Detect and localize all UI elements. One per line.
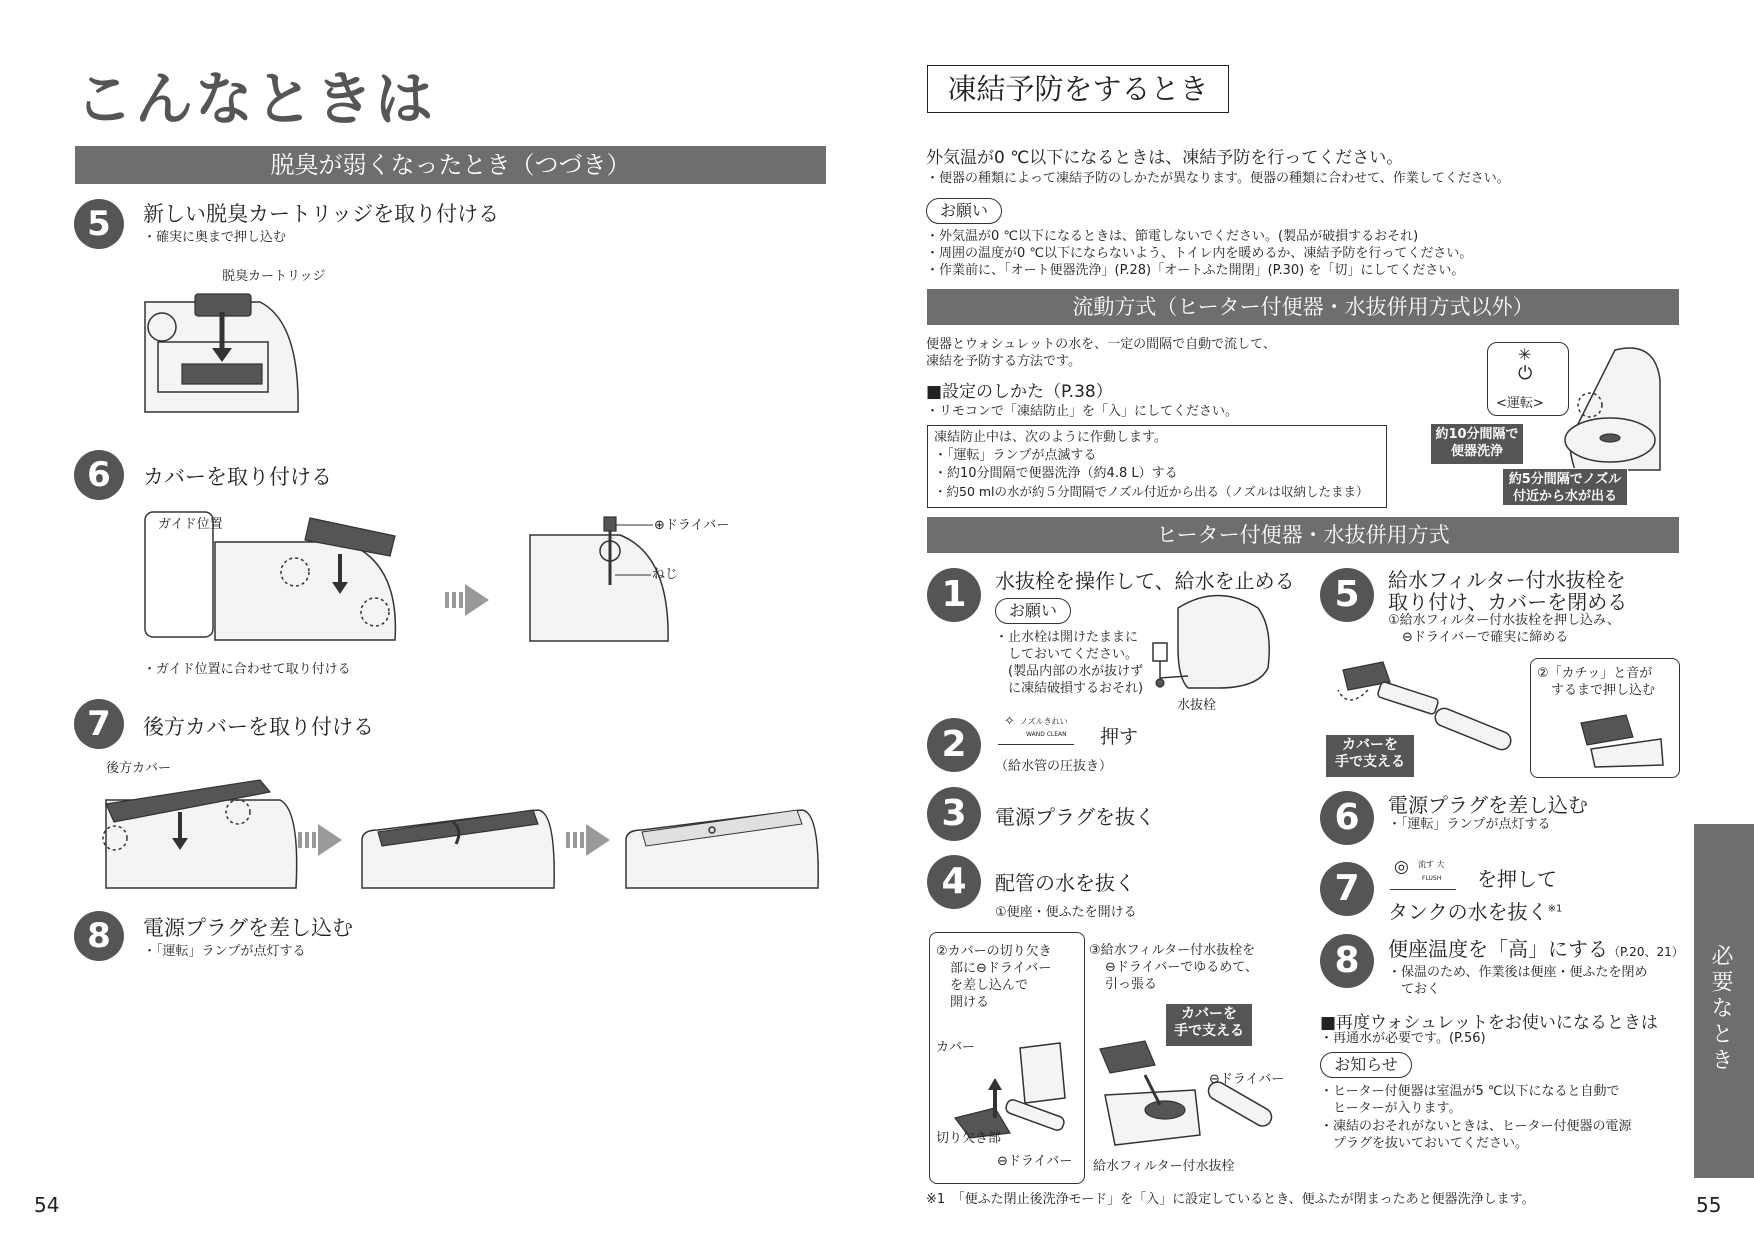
driver-label: ⊕ドライバー (654, 518, 730, 533)
click-note-line2: するまで押し込む (1551, 683, 1656, 698)
heater-step-7-number: 7 (1320, 862, 1374, 916)
heater-step-4-number: 4 (927, 855, 981, 909)
freeze-header: 凍結予防をするとき (927, 65, 1229, 113)
cartridge-illustration (140, 282, 300, 417)
blink-icon: ✳ (1518, 345, 1532, 364)
support-label-s4-line2: 手で支える (1174, 1023, 1244, 1039)
power-icon: ⏻ (1518, 363, 1533, 384)
operation-box (927, 425, 1387, 508)
step-8-number: 8 (74, 911, 124, 961)
step-6-title: カバーを取り付ける (143, 465, 332, 489)
oshirase-item-4: プラグを抜いておいてください。 (1320, 1136, 1529, 1151)
footnote: ※1 「便ふた閉止後洗浄モード」を「入」に設定しているとき、便ふたが閉まったあと便器洗浄します。 (926, 1192, 1535, 1207)
heater-step-7-title: を押して (1477, 867, 1557, 891)
cover-label: カバー (936, 1040, 976, 1055)
s8-note-2: ておく (1388, 982, 1441, 997)
flush-button (1390, 859, 1456, 890)
intro-sub: ・便器の種類によって凍結予防のしかたが異なります。便器の種類に合わせて、作業してください。 (926, 171, 1510, 186)
next-arrow-3 (566, 820, 612, 860)
section-bar-heater: ヒーター付便器・水抜併用方式 (927, 517, 1679, 553)
setting-title: ■設定のしかた（P.38） (926, 382, 1113, 402)
s4-box-a-line4: 開ける (950, 995, 990, 1010)
heater-step-8-title-text: 便座温度を「高」にする (1388, 937, 1608, 961)
heater-step-7-title2-text: タンクの水を抜く (1388, 900, 1548, 924)
heater-step-5-number: 5 (1320, 568, 1374, 622)
s1-note-3: (製品内部の水が抜けず (995, 664, 1144, 679)
section-bar-flow: 流動方式（ヒーター付便器・水抜併用方式以外） (927, 289, 1679, 325)
flow-label-nozzle-line2: 付近から水が出る (1512, 489, 1617, 504)
heater-step-6-number: 6 (1320, 791, 1374, 845)
rear-cover-illustration-3 (622, 800, 822, 890)
flow-label-nozzle-line1: 約5分間隔でノズル (1508, 472, 1622, 487)
flow-desc-1: 便器とウォシュレットの水を、一定の間隔で自動で流して、 (926, 337, 1276, 352)
cartridge-callout: 脱臭カートリッジ (222, 269, 326, 284)
step-5-number: 5 (74, 199, 124, 249)
heater-step-8-ref: （P.20、21） (1608, 945, 1684, 959)
support-label-s5 (1325, 734, 1415, 778)
step-5-note: ・確実に奥まで押し込む (143, 230, 287, 245)
s4-box-b-line1: ③給水フィルター付水抜栓を (1089, 943, 1256, 958)
footnote-ref: ※1 (1547, 903, 1563, 915)
operation-line-4: ・約50 mlの水が約５分間隔でノズル付近から出る（ノズルは収納したまま） (934, 484, 1369, 499)
page-number-left: 54 (34, 1193, 60, 1217)
s4-box-b-line2: ⊖ドライバーでゆるめて、 (1105, 960, 1258, 975)
screw-label: ねじ (652, 567, 679, 582)
next-arrow-1 (445, 580, 491, 620)
rear-cover-callout: 後方カバー (106, 761, 172, 776)
s1-note-1: ・止水栓は開けたままに (995, 630, 1139, 645)
heater-step-3-number: 3 (927, 787, 981, 841)
step-6-note: ・ガイド位置に合わせて取り付ける (143, 662, 351, 677)
flush-icon: ◎ (1394, 857, 1409, 877)
flow-label-flush-line1: 約10分間隔で (1435, 427, 1519, 442)
reuse-title: ■再度ウォシュレットをお使いになるときは (1320, 1013, 1658, 1033)
page-title: こんなときは (75, 65, 436, 133)
onegai-item-3: ・作業前に、「オート便器洗浄」(P.28)「オートふた開閉」(P.30) を「切」にしてください。 (926, 263, 1465, 278)
onegai-label-2: お願い (995, 598, 1071, 624)
onegai-label-1: お願い (926, 198, 1002, 224)
cover-close-illustration (1571, 709, 1671, 769)
step-7-number: 7 (74, 699, 124, 749)
support-label-s5-line1: カバーを (1342, 737, 1398, 753)
oshirase-label: お知らせ (1320, 1052, 1412, 1078)
toilet-valve-illustration (1148, 588, 1278, 703)
flush-label-top: 流す 大 (1418, 860, 1445, 869)
s4-sub: ①便座・便ふたを開ける (995, 905, 1137, 920)
heater-step-6-title: 電源プラグを差し込む (1388, 793, 1588, 817)
s5-sub-1: ①給水フィルター付水抜栓を押し込み、 (1388, 613, 1620, 628)
heater-step-4-title: 配管の水を抜く (995, 871, 1135, 895)
rear-cover-illustration-1 (100, 770, 300, 890)
flow-label-nozzle (1502, 468, 1628, 506)
s5-title-1: 給水フィルター付水抜栓を (1388, 568, 1626, 592)
filter-removal-illustration (1085, 1035, 1275, 1165)
heater-step-1-title: 水抜栓を操作して、給水を止める (995, 569, 1295, 593)
click-note-line1: ②「カチッ」と音が (1537, 666, 1653, 681)
reuse-note: ・再通水が必要です。(P.56) (1320, 1031, 1486, 1046)
wand-clean-label-top: ノズルきれい (1020, 717, 1068, 726)
s4-box-a-line2: 部に⊖ドライバー (950, 961, 1052, 976)
oshirase-item-3: ・凍結のおそれがないときは、ヒーター付便器の電源 (1320, 1119, 1632, 1134)
filter-valve-label: 給水フィルター付水抜栓 (1093, 1159, 1235, 1174)
operation-line-2: ・「運転」ランプが点滅する (934, 448, 1097, 463)
heater-step-8-number: 8 (1320, 934, 1374, 988)
wand-clean-icon: ✧ (1004, 714, 1015, 729)
support-label-s5-line2: 手で支える (1335, 754, 1405, 770)
driver-label-a: ⊖ドライバー (997, 1154, 1073, 1169)
heater-step-3-title: 電源プラグを抜く (995, 805, 1155, 829)
notch-label: 切り欠き部 (936, 1131, 1002, 1146)
guide-position-label: ガイド位置 (158, 517, 223, 532)
s4-box-a-line3: を差し込んで (950, 978, 1029, 993)
next-arrow-2 (298, 820, 344, 860)
support-label-s4-line1: カバーを (1181, 1006, 1237, 1022)
step-8-title: 電源プラグを差し込む (143, 916, 353, 940)
step-5-title: 新しい脱臭カートリッジを取り付ける (143, 202, 500, 226)
s1-note-2: しておいてください。 (995, 647, 1139, 662)
oshirase-item-2: ヒーターが入ります。 (1320, 1101, 1462, 1116)
s4-box-b-line3: 引っ張る (1105, 977, 1158, 992)
wand-clean-button (998, 716, 1074, 745)
s4-box-a (929, 932, 1085, 1184)
s8-note-1: ・保温のため、作業後は便座・便ふたを閉め (1388, 965, 1648, 980)
onegai-item-2: ・周囲の温度が0 ℃以下にならないよう、トイレ内を暖めるか、凍結予防を行ってください。 (926, 246, 1473, 261)
s5-sub-2: ⊖ドライバーで確実に締める (1402, 630, 1569, 645)
flush-label-bottom: FLUSH (1422, 875, 1442, 882)
s2-note: （給水管の圧抜き） (995, 759, 1113, 774)
heater-step-1-number: 1 (927, 568, 981, 622)
page-number-right: 55 (1696, 1193, 1722, 1217)
click-note-box (1530, 658, 1680, 778)
heater-step-7-title2 (1388, 896, 1562, 925)
operation-line-3: ・約10分間隔で便器洗浄（約4.8 L）する (934, 466, 1178, 481)
driver-label-b: ⊖ドライバー (1209, 1072, 1285, 1087)
onegai-item-1: ・外気温が0 ℃以下になるときは、節電しないでください。(製品が破損するおそれ) (926, 229, 1419, 244)
unten-label: <運転> (1496, 396, 1544, 411)
side-tab (1694, 824, 1754, 1178)
setting-note: ・リモコンで「凍結防止」を「入」にしてください。 (926, 404, 1239, 419)
toilet-illustration-flow (1555, 340, 1685, 485)
leader-lines-6 (615, 520, 655, 580)
side-tab-label: 必要なとき (1708, 944, 1733, 1074)
step-8-note: ・「運転」ランプが点灯する (143, 944, 306, 959)
s4-box-a-line1: ②カバーの切り欠き (936, 944, 1052, 959)
intro-main: 外気温が0 ℃以下になるときは、凍結予防を行ってください。 (926, 148, 1404, 168)
s5-title-2: 取り付け、カバーを閉める (1388, 590, 1628, 614)
flow-desc-2: 凍結を予防する方法です。 (926, 354, 1081, 369)
flow-label-flush-line2: 便器洗浄 (1450, 444, 1503, 459)
operation-line-1: 凍結防止中は、次のように作動します。 (934, 430, 1167, 445)
oshirase-item-1: ・ヒーター付便器は室温が5 ℃以下になると自動で (1320, 1084, 1620, 1099)
step-6-number: 6 (74, 450, 124, 500)
heater-step-2-number: 2 (927, 718, 981, 772)
step-7-title: 後方カバーを取り付ける (143, 715, 374, 739)
rear-cover-illustration-2 (358, 800, 558, 890)
heater-step-6-note: ・「運転」ランプが点灯する (1388, 817, 1551, 832)
s1-note-4: に凍結破損するおそれ) (995, 681, 1144, 696)
section-bar-deodorize: 脱臭が弱くなったとき（つづき） (75, 146, 826, 184)
s2-action: 押す (1100, 726, 1139, 748)
flow-label-flush (1430, 423, 1524, 465)
heater-step-8-title (1388, 933, 1684, 962)
valve-label: 水抜栓 (1177, 698, 1217, 713)
wand-clean-label-bottom: WAND CLEAN (1026, 731, 1067, 738)
